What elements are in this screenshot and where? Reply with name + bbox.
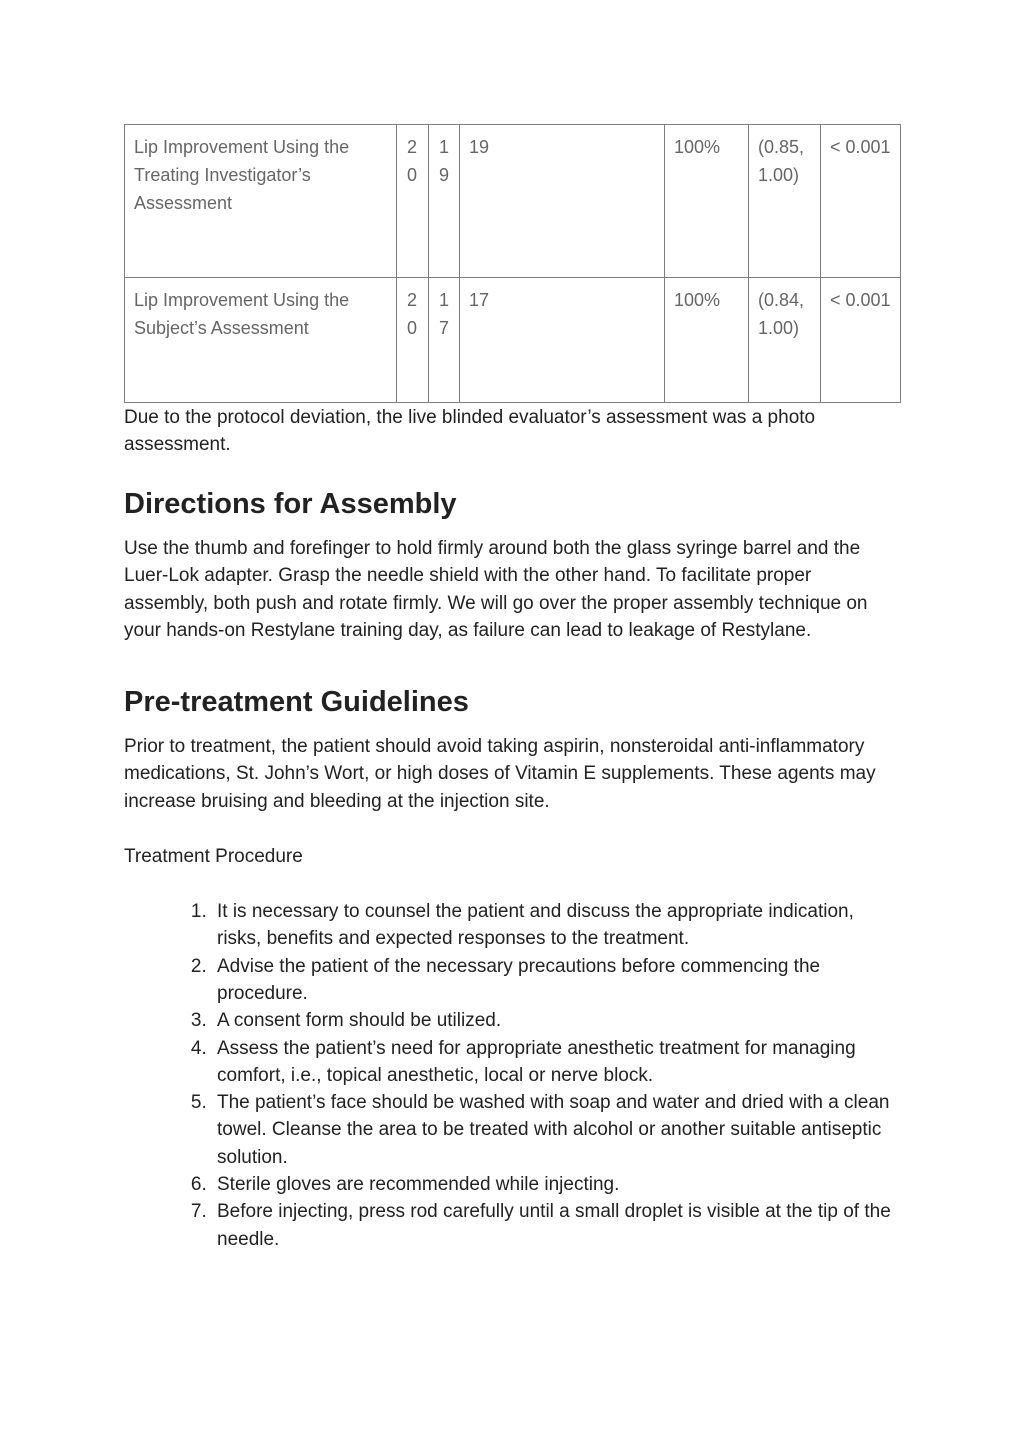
results-table [124,124,901,403]
total-count-cell: 20 [397,125,429,278]
p-value-cell: < 0.001 [821,278,901,403]
table-row [125,278,901,403]
subgroup-count-cell: 17 [429,278,460,403]
assembly-heading: Directions for Assembly [124,488,457,520]
procedure-title: Treatment Procedure [124,846,303,868]
pretreatment-body: Prior to treatment, the patient should avoid taking aspirin, nonsteroidal anti-inflammatory medications, St. John’s Wort, or high doses of Vitamin E supplements. These agents may increase bruising and bleeding at the injection site. [124,736,876,812]
list-item: 2. Advise the patient of the necessary precautions before commencing the procedure. [212,953,900,1008]
table-footnote: Due to the protocol deviation, the live blinded evaluator’s assessment was a photo assessment. [124,407,816,455]
subgroup-count-cell: 19 [429,125,460,278]
confidence-interval-cell: (0.84, 1.00) [749,278,821,403]
list-item: 4. Assess the patient’s need for appropriate anesthetic treatment for managing comfort, i.e., topical anesthetic, local or nerve block. [212,1035,900,1090]
assembly-body: Use the thumb and forefinger to hold firmly around both the glass syringe barrel and the Luer-Lok adapter. Grasp the needle shield with the other hand. To facilitate proper assembly, both push and rotate firmly. We will go over the proper assembly technique on your hands-on Restylane training day, as failure can lead to leakage of Restylane. [124,538,868,641]
table-row [125,125,901,278]
list-item: 1. It is necessary to counsel the patient and discuss the appropriate indication, risks, benefits and expected responses to the treatment. [212,898,900,953]
list-item: 7. Before injecting, press rod carefully until a small droplet is visible at the tip of the needle. [212,1198,900,1253]
pretreatment-heading: Pre-treatment Guidelines [124,686,469,719]
row-label: Lip Improvement Using the Subject’s Assessment [125,278,397,403]
procedure-steps-list [124,898,900,1253]
list-item: 6. Sterile gloves are recommended while injecting. [212,1171,900,1198]
percent-cell: 100% [665,125,749,278]
p-value-cell: < 0.001 [821,125,901,278]
list-item: 3. A consent form should be utilized. [212,1007,900,1034]
responders-cell: 17 [460,278,665,403]
total-count-cell: 20 [397,278,429,403]
responders-cell: 19 [460,125,665,278]
list-item: 5. The patient’s face should be washed with soap and water and dried with a clean towel. Cleanse the area to be treated with alcohol or another suitable antiseptic solution. [212,1089,900,1171]
document-page [124,124,900,1253]
row-label: Lip Improvement Using the Treating Investigator’s Assessment [125,125,397,278]
percent-cell: 100% [665,278,749,403]
confidence-interval-cell: (0.85, 1.00) [749,125,821,278]
